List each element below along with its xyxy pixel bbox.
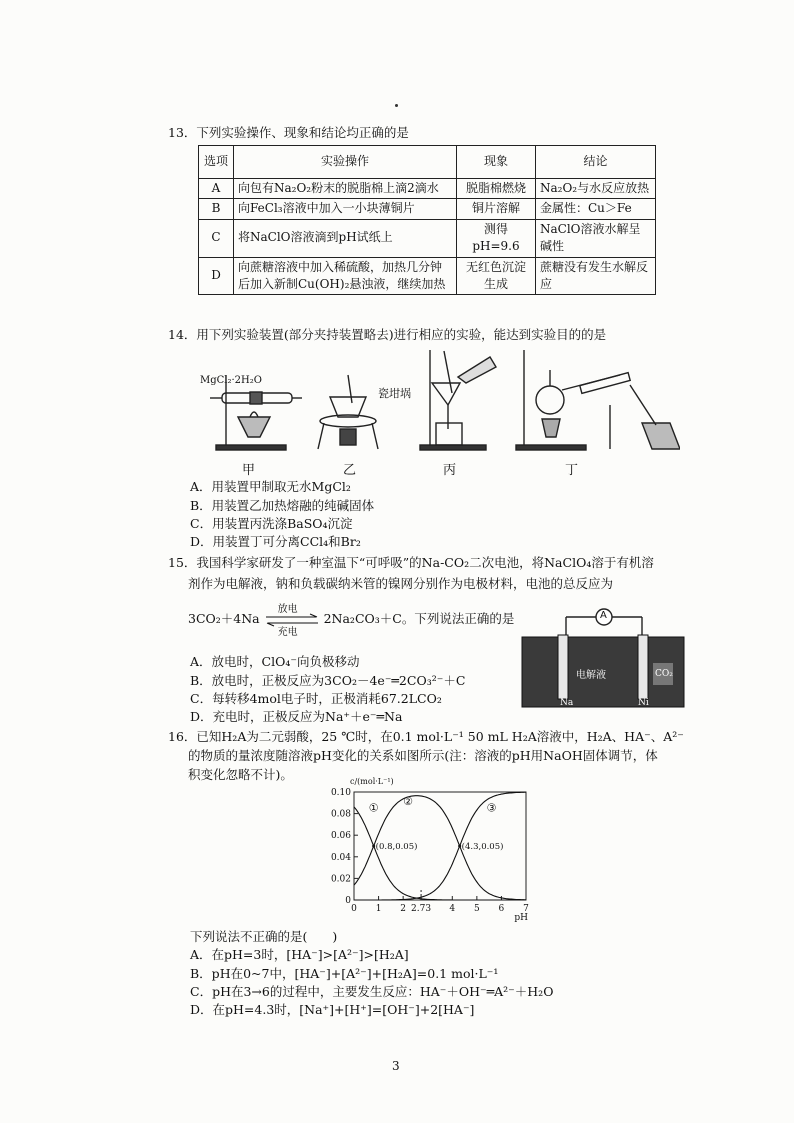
header-phenomenon: 现象 xyxy=(457,146,536,179)
header-operation: 实验操作 xyxy=(234,146,457,179)
annotation-label: (4.3,0.05) xyxy=(461,842,504,852)
row-conclusion: Na₂O₂与水反应放热 xyxy=(536,179,656,199)
eq-bottom-label: 充电 xyxy=(277,626,298,638)
battery-figure xyxy=(518,605,688,710)
q14-option-b: B．用装置乙加热熔融的纯碱固体 xyxy=(190,498,375,513)
x-tick-label: 5 xyxy=(473,904,480,914)
q16-stem-1: 16．已知H₂A为二元弱酸，25 ℃时，在0.1 mol·L⁻¹ 50 mL H₂A溶液中，H₂A、HA⁻、A²⁻ xyxy=(168,729,684,744)
row-operation: 将NaClO溶液滴到pH试纸上 xyxy=(234,219,457,257)
q15-stem-1: 15．我国科学家研发了一种室温下“可呼吸”的Na-CO₂二次电池，将NaClO₄溶于有机溶 xyxy=(168,555,654,570)
y-axis-label: c/(mol·L⁻¹) xyxy=(350,777,394,786)
row-operation: 向蔗糖溶液中加入稀硫酸，加热几分钟后加入新制Cu(OH)₂悬浊液，继续加热 xyxy=(234,257,457,295)
ammeter-icon: A xyxy=(600,610,607,621)
x-tick-label: 2 xyxy=(400,904,407,914)
row-phenomenon: 测得pH=9.6 xyxy=(457,219,536,257)
row-operation: 向FeCl₃溶液中加入一小块薄铜片 xyxy=(234,199,457,219)
row-option: C xyxy=(199,219,234,257)
label-ding: 丁 xyxy=(565,463,579,478)
q16-option-b: B．pH在0~7中，[HA⁻]+[A²⁻]+[H₂A]=0.1 mol·L⁻¹ xyxy=(190,966,499,981)
row-phenomenon: 脱脂棉燃烧 xyxy=(457,179,536,199)
q14-stem: 14．用下列实验装置(部分夹持装置略去)进行相应的实验，能达到实验目的的是 xyxy=(168,327,607,342)
table-row xyxy=(199,257,656,295)
row-conclusion: 蔗糖没有发生水解反应 xyxy=(536,257,656,295)
y-tick-label: 0 xyxy=(345,896,351,906)
series-label: ③ xyxy=(486,801,497,815)
y-tick-label: 0.10 xyxy=(330,788,351,798)
page-number: 3 xyxy=(392,1059,400,1073)
x-tick-label: 2.73 xyxy=(411,904,432,914)
table-row xyxy=(199,199,656,219)
q16-sub-stem: 下列说法不正确的是( ) xyxy=(190,929,338,944)
row-operation: 向包有Na₂O₂粉末的脱脂棉上滴2滴水 xyxy=(234,179,457,199)
apparatus-ding xyxy=(516,350,680,450)
reversible-arrow xyxy=(264,603,320,638)
label-yi: 乙 xyxy=(343,463,357,478)
q15-stem-2: 剂作为电解液，钠和负载碳纳米管的镍网分别作为电极材料，电池的总反应为 xyxy=(188,576,614,591)
header-conclusion: 结论 xyxy=(536,146,656,179)
row-option: D xyxy=(199,257,234,295)
apparatus-bing xyxy=(420,350,496,450)
row-conclusion: NaClO溶液水解呈碱性 xyxy=(536,219,656,257)
row-phenomenon: 无红色沉淀生成 xyxy=(457,257,536,295)
crucible-label: 瓷坩埚 xyxy=(378,387,411,400)
x-tick-label: 4 xyxy=(449,904,456,914)
series-label: ② xyxy=(403,794,414,808)
series-label: ① xyxy=(368,801,379,815)
y-tick-label: 0.06 xyxy=(330,831,351,842)
q16-stem-3: 积变化忽略不计)。 xyxy=(188,767,293,782)
eq-top-label: 放电 xyxy=(277,603,298,615)
label-bing: 丙 xyxy=(443,463,457,478)
q15-option-a: A．放电时，ClO₄⁻向负极移动 xyxy=(190,654,360,669)
x-tick-label: 6 xyxy=(498,904,505,914)
table-row xyxy=(199,219,656,257)
row-conclusion: 金属性：Cu＞Fe xyxy=(536,199,656,219)
co2-label: CO₂ xyxy=(655,669,673,679)
q14-option-d: D．用装置丁可分离CCl₄和Br₂ xyxy=(190,534,361,549)
apparatus-figures xyxy=(190,345,680,457)
q15-option-c: C．每转移4mol电子时，正极消耗67.2LCO₂ xyxy=(190,691,442,706)
q15-option-d: D．充电时，正极反应为Na⁺＋e⁻═Na xyxy=(190,709,403,724)
ni-electrode-label: Ni xyxy=(638,698,649,708)
q13-stem: 13．下列实验操作、现象和结论均正确的是 xyxy=(168,125,409,140)
q15-option-b: B．放电时，正极反应为3CO₂－4e⁻═2CO₃²⁻＋C xyxy=(190,673,466,688)
double-arrow-icon xyxy=(264,613,320,627)
label-jia: 甲 xyxy=(242,463,256,478)
row-option: B xyxy=(199,199,234,219)
row-phenomenon: 铜片溶解 xyxy=(457,199,536,219)
header-option: 选项 xyxy=(199,146,234,179)
q15-equation xyxy=(188,603,515,638)
electrolyte-label: 电解液 xyxy=(576,670,606,681)
apparatus-jia xyxy=(200,375,302,450)
table-row xyxy=(199,179,656,199)
stray-mark xyxy=(395,104,398,107)
annotation-label: (0.8,0.05) xyxy=(375,842,418,852)
x-tick-label: 7 xyxy=(523,904,529,914)
y-tick-label: 0.02 xyxy=(330,874,351,885)
y-tick-label: 0.04 xyxy=(330,852,351,863)
x-axis-label: pH xyxy=(514,913,528,922)
apparatus-yi xyxy=(318,375,411,449)
mgcl-label: MgCl₂·2H₂O xyxy=(200,375,262,386)
x-tick-label: 1 xyxy=(375,904,382,914)
q16-option-a: A．在pH=3时，[HA⁻]>[A²⁻]>[H₂A] xyxy=(190,947,409,962)
q16-option-c: C．pH在3→6的过程中，主要发生反应：HA⁻＋OH⁻═A²⁻＋H₂O xyxy=(190,984,554,999)
species-distribution-chart xyxy=(318,772,538,922)
table-header-row xyxy=(199,146,656,179)
q16-option-d: D．在pH=4.3时，[Na⁺]+[H⁺]=[OH⁻]+2[HA⁻] xyxy=(190,1002,475,1017)
na-electrode-label: Na xyxy=(560,698,574,708)
q16-stem-2: 的物质的量浓度随溶液pH变化的关系如图所示(注：溶液的pH用NaOH固体调节，体 xyxy=(188,748,658,763)
q14-option-a: A．用装置甲制取无水MgCl₂ xyxy=(190,479,351,494)
eq-right: 2Na₂CO₃＋C。下列说法正确的是 xyxy=(323,611,515,626)
x-tick-label: 0 xyxy=(351,904,357,914)
row-option: A xyxy=(199,179,234,199)
q14-option-c: C．用装置丙洗涤BaSO₄沉淀 xyxy=(190,516,353,531)
q13-table xyxy=(198,145,656,295)
y-tick-label: 0.08 xyxy=(330,809,351,820)
eq-left: 3CO₂＋4Na xyxy=(188,611,260,626)
